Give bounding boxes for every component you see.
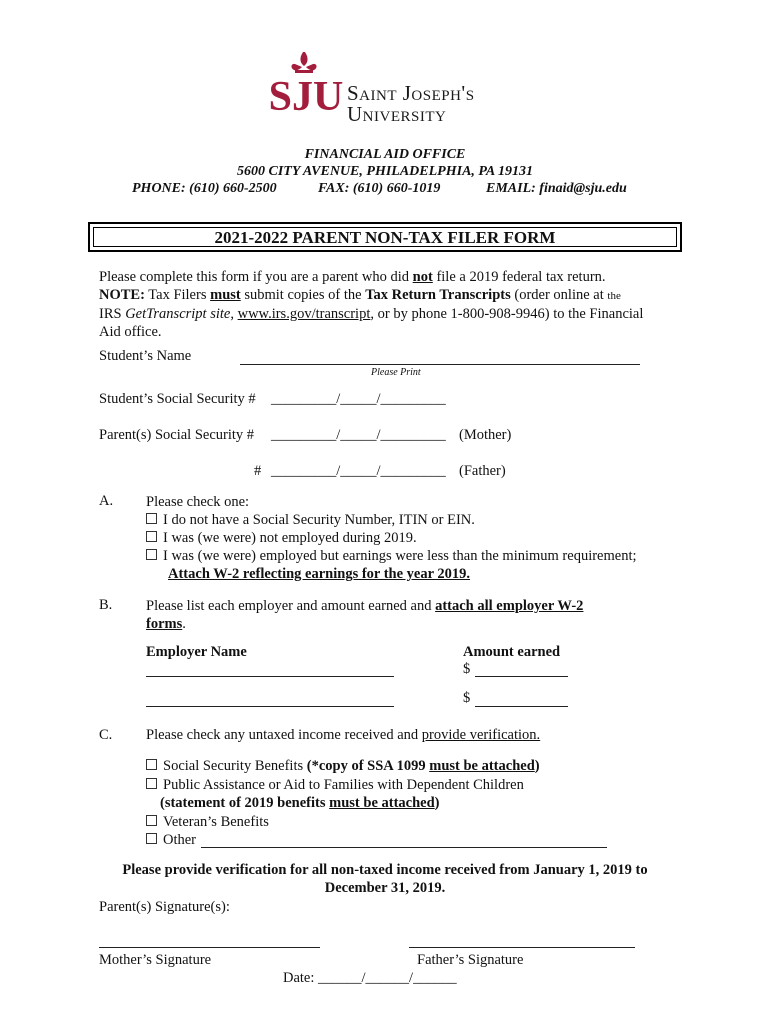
- section-c-letter: C.: [99, 727, 113, 743]
- checkbox[interactable]: [146, 833, 157, 844]
- option-social-security[interactable]: Social Security Benefits (*copy of SSA 1099 must be attached): [146, 757, 666, 776]
- section-a-prompt: Please check one:: [146, 494, 250, 510]
- employer-name-field[interactable]: [146, 662, 394, 677]
- university-name: [347, 83, 475, 125]
- father-signature-field[interactable]: [409, 935, 635, 948]
- office-address: 5600 CITY AVENUE, PHILADELPHIA, PA 19131: [237, 164, 533, 179]
- phone: PHONE: (610) 660-2500: [132, 181, 277, 196]
- intro-text: Please complete this form if you are a parent who did not file a 2019 federal tax return. NOTE: Tax Filers must submit copies of the Tax Return Transcripts (order online at the IRS GetTranscript site, www.irs.gov/transcript, or by phone 1-800-908-9946) to the Financial Aid office.: [99, 269, 644, 340]
- mother-signature-label: Mother’s Signature: [99, 952, 212, 968]
- section-b-letter: B.: [99, 597, 113, 613]
- student-name-label: Student’s Name: [99, 348, 192, 364]
- date-field[interactable]: Date: ______/______/______: [283, 970, 457, 986]
- form-title: 2021-2022 PARENT NON-TAX FILER FORM: [214, 228, 556, 247]
- logo-line-1: Saint Joseph's: [347, 81, 475, 105]
- employer-header: Employer Name: [146, 644, 247, 660]
- amount-field[interactable]: [475, 692, 568, 707]
- section-c-prompt: Please check any untaxed income received and provide verification.: [146, 727, 541, 743]
- section-c-options: Social Security Benefits (*copy of SSA 1099 must be attached) Public Assistance or Aid to Families with Dependent Children (statement of 2019 benefits must be attached) Veteran’s Benefits Other: [146, 757, 666, 850]
- amount-field[interactable]: [475, 662, 568, 677]
- father-signature-label: Father’s Signature: [417, 952, 524, 968]
- other-income-field[interactable]: [201, 834, 607, 848]
- student-name-field[interactable]: [240, 346, 640, 365]
- option-veterans-benefits[interactable]: Veteran’s Benefits: [146, 813, 666, 832]
- option-low-earnings[interactable]: I was (we were) employed but earnings were less than the minimum requirement;: [146, 547, 676, 565]
- dollar-sign: $: [463, 661, 471, 677]
- checkbox[interactable]: [146, 778, 157, 789]
- checkbox[interactable]: [146, 513, 157, 524]
- checkbox[interactable]: [146, 549, 157, 560]
- sju-logo-mark: [268, 50, 344, 130]
- email: EMAIL: finaid@sju.edu: [486, 181, 627, 196]
- father-ssn-field[interactable]: _________/_____/_________: [271, 463, 446, 479]
- verification-line-1: Please provide verification for all non-taxed income received from January 1, 2019 to: [122, 862, 648, 878]
- amount-header: Amount earned: [463, 644, 561, 660]
- student-ssn-label: Student’s Social Security #: [99, 391, 256, 407]
- please-print-note: Please Print: [371, 367, 421, 378]
- fax: FAX: (610) 660-1019: [318, 181, 441, 196]
- irs-link[interactable]: www.irs.gov/transcript: [237, 306, 371, 322]
- checkbox[interactable]: [146, 759, 157, 770]
- mother-signature-field[interactable]: [99, 935, 320, 948]
- section-a: [146, 493, 676, 583]
- section-b-prompt: Please list each employer and amount earned and attach all employer W-2 forms.: [146, 598, 584, 632]
- parent-ssn-label: Parent(s) Social Security #: [99, 427, 255, 443]
- option-no-ssn[interactable]: I do not have a Social Security Number, ITIN or EIN.: [146, 511, 676, 529]
- verification-line-2: December 31, 2019.: [324, 880, 446, 896]
- father-tag: (Father): [459, 463, 506, 479]
- employer-name-field[interactable]: [146, 692, 394, 707]
- mother-ssn-field[interactable]: _________/_____/_________: [271, 427, 446, 443]
- option-public-assistance[interactable]: Public Assistance or Aid to Families with Dependent Children: [146, 776, 666, 795]
- hash: #: [254, 463, 262, 479]
- student-ssn-field[interactable]: _________/_____/_________: [271, 391, 446, 407]
- checkbox[interactable]: [146, 531, 157, 542]
- checkbox[interactable]: [146, 815, 157, 826]
- option-not-employed[interactable]: I was (we were) not employed during 2019.: [146, 529, 676, 547]
- section-a-letter: A.: [99, 493, 114, 509]
- logo-line-2: University: [347, 102, 447, 126]
- attach-w2-note: Attach W-2 reflecting earnings for the year 2019.: [168, 566, 471, 582]
- form-title-box: [88, 222, 682, 252]
- office-name: FINANCIAL AID OFFICE: [304, 147, 466, 162]
- mother-tag: (Mother): [459, 427, 512, 443]
- dollar-sign: $: [463, 690, 471, 706]
- signature-label: Parent(s) Signature(s):: [99, 899, 230, 915]
- option-other[interactable]: Other: [146, 831, 666, 850]
- svg-text:SJU: SJU: [268, 74, 344, 120]
